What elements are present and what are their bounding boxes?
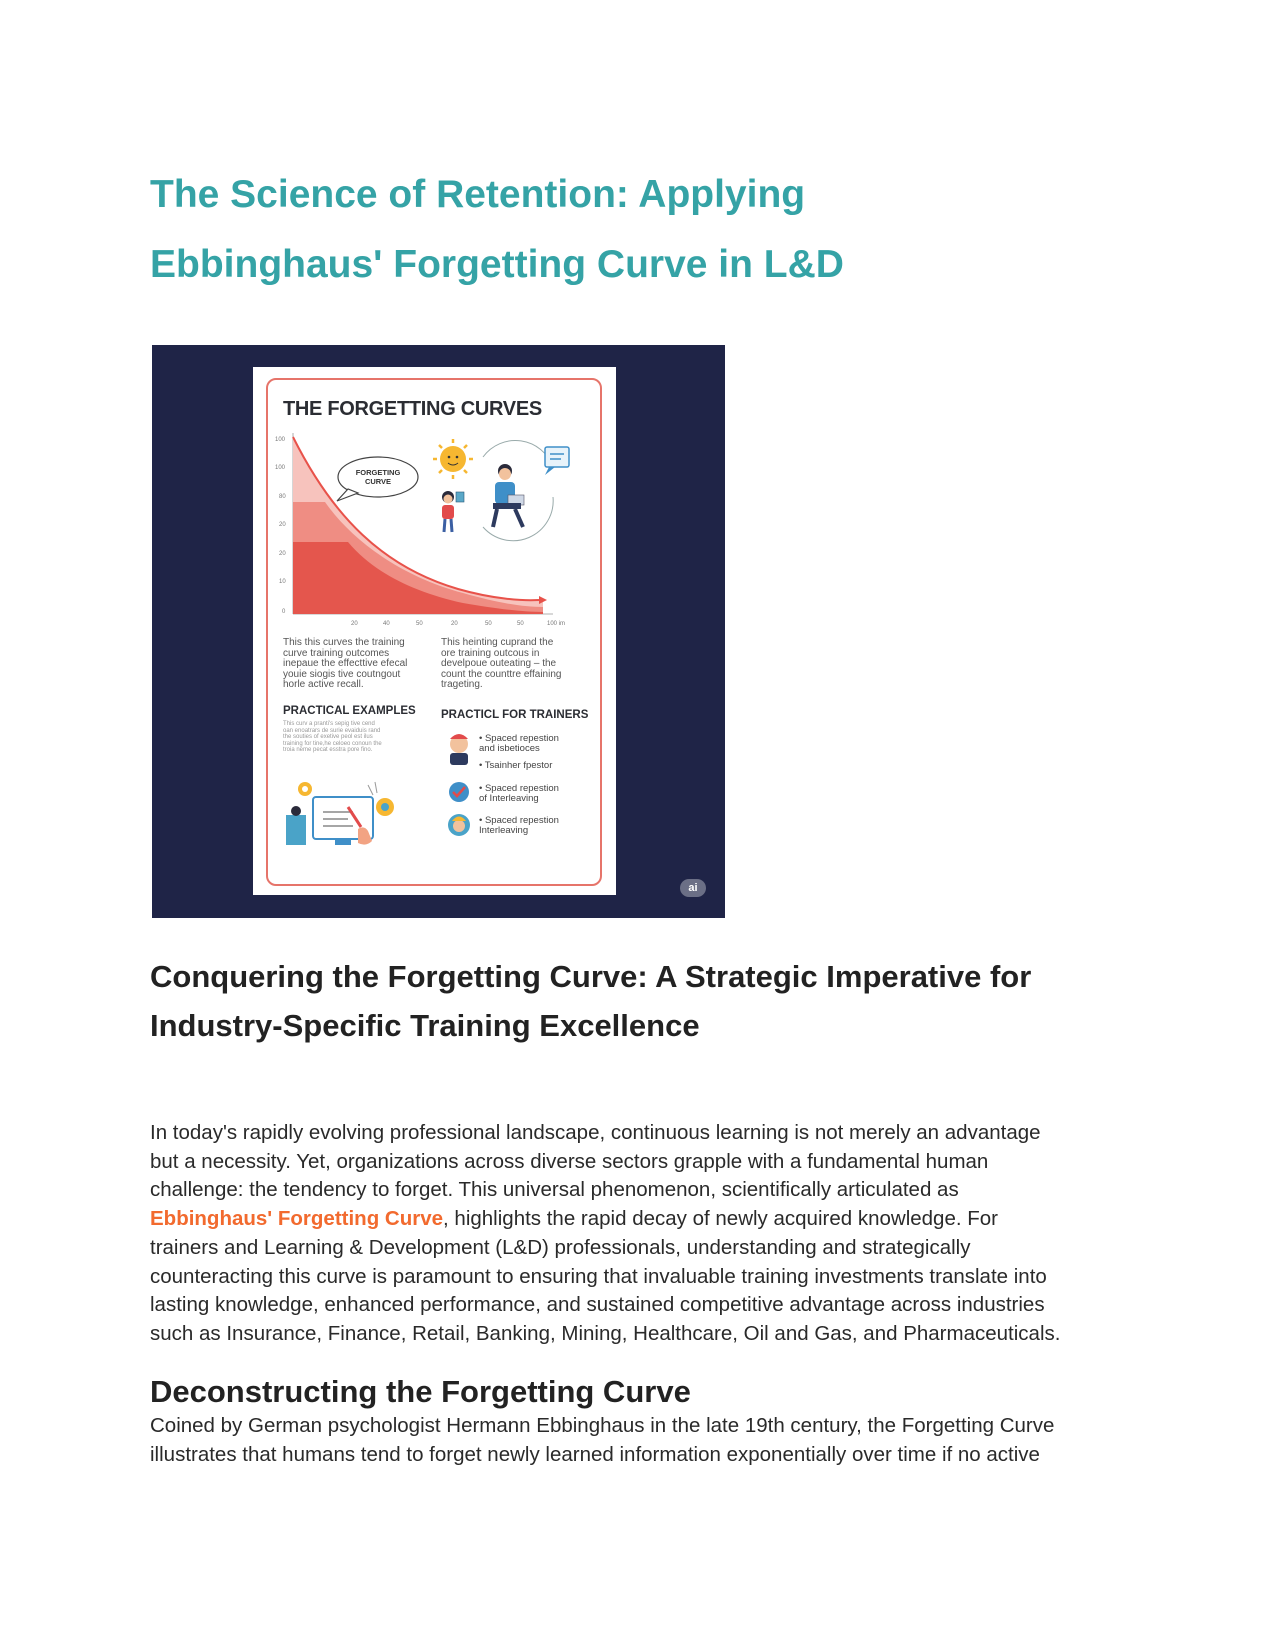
checkmark-icon: [449, 782, 469, 802]
ai-badge: ai: [680, 879, 706, 897]
trainer-avatar-icon: [450, 734, 468, 765]
article-title: [150, 160, 1050, 300]
intro-line: [150, 1205, 1130, 1234]
x-tick: 100 im: [547, 621, 566, 627]
y-tick: 20: [279, 551, 286, 557]
tiny-line: troia neme pecat esstra pore fino.: [283, 747, 373, 753]
article-subtitle: [150, 952, 1110, 1050]
subtitle-line-1: Conquering the Forgetting Curve: A Strategic Imperative for: [150, 959, 1032, 994]
tiny-line: oan enoatrars de surie evaiduis rand: [283, 727, 381, 734]
section-line: Coined by German psychologist Hermann Ebbinghaus in the late 19th century, the Forgetting Curve: [150, 1414, 1055, 1437]
practical-trainers-heading: PRACTICL FOR TRAINERS: [441, 709, 589, 721]
intro-line: counteracting this curve is paramount to ensuring that invaluable training investments translate into: [150, 1264, 1047, 1288]
infographic-poster: [253, 367, 616, 895]
practical-examples-heading: PRACTICAL EXAMPLES: [283, 705, 416, 717]
tiny-line: This curv a pranti's sepig tive cend: [283, 721, 375, 727]
forgetting-curve-chart: [253, 367, 616, 895]
intro-line: such as Insurance, Finance, Retail, Banking, Mining, Healthcare, Oil and Gas, and Pharmaceuticals.: [150, 1321, 1061, 1345]
sun-icon: [433, 439, 473, 479]
y-tick: 0: [282, 609, 286, 615]
y-tick: 20: [279, 522, 286, 528]
chart-y-ticks: [275, 437, 286, 615]
poster-left-line: curve training outcomes: [283, 647, 390, 659]
section-line: illustrates that humans tend to forget newly learned information exponentially over time if no active: [150, 1442, 1040, 1466]
poster-right-line: ore training outcous in: [441, 647, 540, 659]
x-tick: 20: [451, 621, 458, 627]
intro-line: but a necessity. Yet, organizations across diverse sectors grapple with a fundamental human: [150, 1149, 989, 1173]
x-tick: 40: [383, 621, 390, 627]
trainer-bullet-2: • Tsainher fpestor: [479, 760, 553, 771]
computer-illustration-icon: [286, 782, 394, 845]
tiny-line: training for tine,he celoeo conoun the: [283, 740, 382, 747]
bubble-text-line-2: CURVE: [364, 477, 392, 486]
y-tick: 100: [275, 465, 286, 471]
trainer-bullet-1: • Spaced repestion and isbetioces: [479, 733, 559, 754]
article-title-line-2: Ebbinghaus' Forgetting Curve in L&D: [150, 243, 844, 286]
y-tick: 100: [275, 437, 286, 443]
poster-left-line: horle active recall.: [283, 679, 364, 690]
section-paragraph: [150, 1412, 1130, 1469]
poster-left-line: This this curves the training: [283, 637, 405, 648]
trainer-bullet-3: • Spaced repestion of Interleaving: [479, 783, 559, 804]
forgetting-curve-infographic: [152, 345, 725, 918]
x-tick: 50: [517, 621, 524, 627]
intro-line-rest: , highlights the rapid decay of newly acquired knowledge. For: [443, 1207, 998, 1231]
poster-left-text: [283, 638, 433, 691]
poster-title: THE FORGETTING CURVES: [283, 398, 542, 420]
poster-right-text: [441, 638, 601, 691]
cycle-arc-icon: [483, 441, 553, 467]
y-tick: 80: [279, 494, 286, 500]
poster-left-line: youie siogis tive coutngout: [283, 668, 401, 680]
tiny-line: the souties of exetive peol est ilus: [283, 734, 373, 740]
message-board-icon: [545, 447, 569, 475]
x-tick: 20: [351, 621, 358, 627]
poster-left-line: inepaue the effecttive efecal: [283, 658, 408, 669]
intro-line: lasting knowledge, enhanced performance, and sustained competitive advantage across industries: [150, 1293, 1045, 1317]
chart-x-ticks: [351, 621, 565, 627]
intro-line: trainers and Learning & Development (L&D) professionals, understanding and strategically: [150, 1235, 971, 1259]
section-heading: Deconstructing the Forgetting Curve: [150, 1374, 691, 1409]
subtitle-line-2: Industry-Specific Training Excellence: [150, 1008, 700, 1043]
poster-right-line: This heinting cuprand the: [441, 637, 554, 648]
poster-right-line: develpoue outeating – the: [441, 658, 557, 669]
intro-line: challenge: the tendency to forget. This universal phenomenon, scientifically articulated as: [150, 1178, 959, 1202]
x-tick: 50: [416, 621, 423, 627]
y-tick: 10: [279, 579, 286, 585]
intro-line: In today's rapidly evolving professional landscape, continuous learning is not merely an advantage: [150, 1121, 1041, 1144]
x-tick: 50: [485, 621, 492, 627]
article-title-line-1: The Science of Retention: Applying: [150, 173, 806, 216]
man-with-laptop-icon: [493, 464, 524, 527]
forgetting-curve-link[interactable]: Ebbinghaus' Forgetting Curve: [150, 1207, 444, 1231]
poster-right-line: trageting.: [441, 679, 483, 690]
poster-right-line: count the counttre effaining: [441, 668, 562, 680]
worker-avatar-icon: [448, 814, 470, 836]
intro-paragraph: [150, 1119, 1130, 1349]
girl-with-book-icon: [442, 491, 464, 532]
practical-examples-text: [283, 721, 423, 754]
trainer-bullet-4: • Spaced repestion Interleaving: [479, 815, 559, 836]
bubble-text-line-1: FORGETING: [355, 468, 401, 477]
